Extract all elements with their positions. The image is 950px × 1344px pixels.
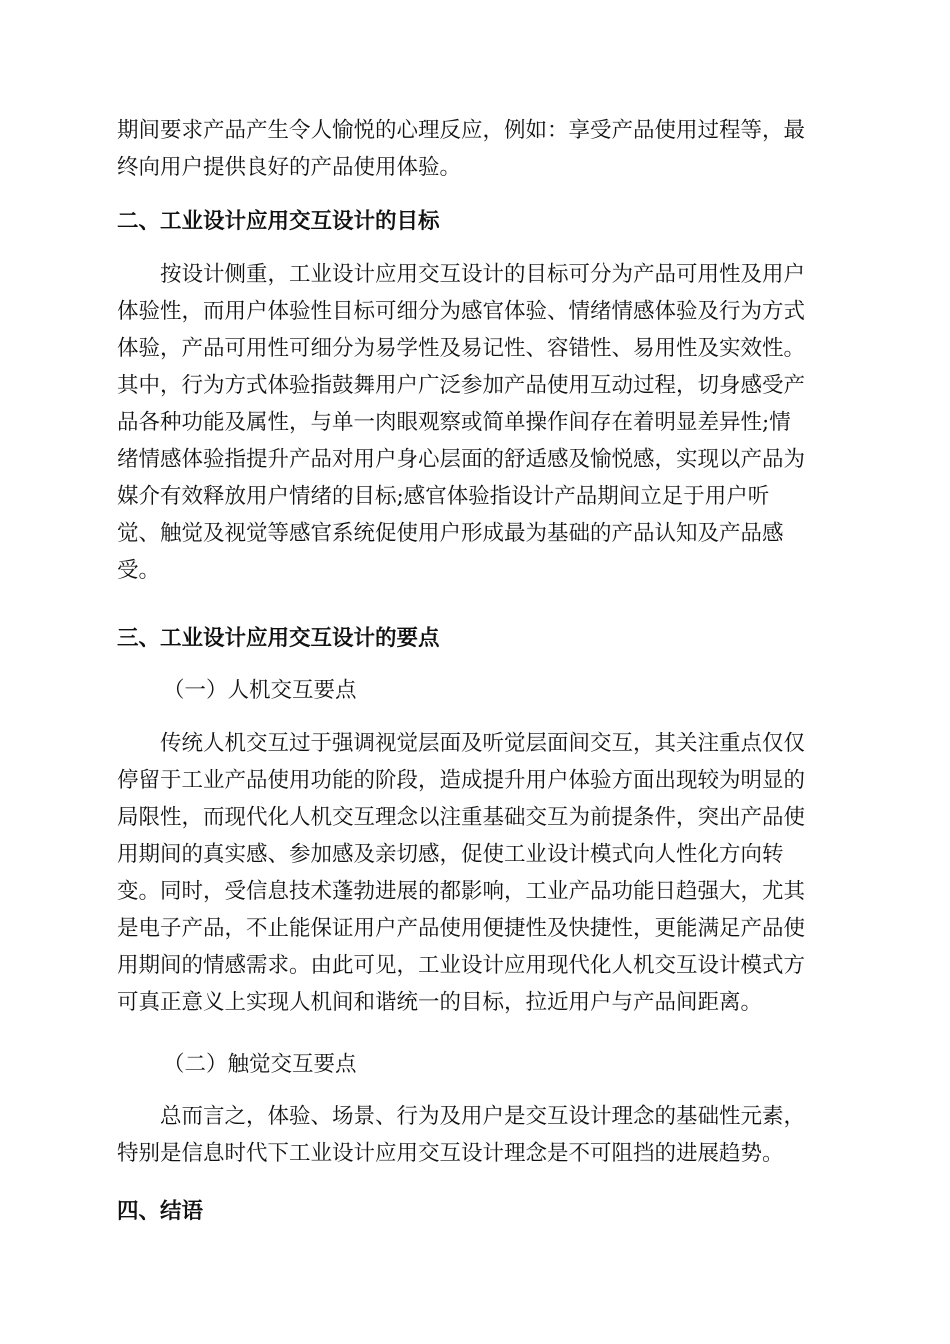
touch-paragraph [117, 1098, 833, 1172]
section-heading-text: 二、工业设计应用交互设计的目标 [117, 209, 440, 234]
paragraph-line: 可真正意义上实现人机间和谐统一的目标，拉近用户与产品间距离。 [117, 990, 763, 1015]
paragraph-line: 变。同时，受信息技术蓬勃进展的都影响，工业产品功能日趋强大，尤其 [117, 879, 806, 904]
paragraph-line: 绪情感体验指提升产品对用户身心层面的舒适感及愉悦感，实现以产品为 [117, 447, 806, 472]
subsection-heading-hci [117, 672, 879, 709]
paragraph-line: 局限性，而现代化人机交互理念以注重基础交互为前提条件，突出产品使 [117, 805, 806, 830]
paragraph-line: 期间要求产品产生令人愉悦的心理反应，例如：享受产品使用过程等，最 [117, 118, 806, 143]
hci-paragraph [117, 725, 833, 1021]
section-heading-text: 三、工业设计应用交互设计的要点 [117, 626, 440, 651]
section-heading-key-points [117, 620, 833, 657]
subsection-heading-touch [117, 1046, 879, 1083]
paragraph-line: 用期间的情感需求。由此可见，工业设计应用现代化人机交互设计模式方 [117, 953, 806, 978]
paragraph-line: 停留于工业产品使用功能的阶段，造成提升用户体验方面出现较为明显的 [117, 768, 806, 793]
paragraph-line: 是电子产品，不止能保证用户产品使用便捷性及快捷性，更能满足产品使 [117, 916, 806, 941]
paragraph-line: 总而言之，体验、场景、行为及用户是交互设计理念的基础性元素， [160, 1104, 806, 1129]
paragraph-line: 体验，产品可用性可细分为易学性及易记性、容错性、易用性及实效性。 [117, 336, 806, 361]
paragraph-line: 品各种功能及属性，与单一肉眼观察或简单操作间存在着明显差异性;情 [117, 410, 791, 435]
section-heading-goals [117, 203, 833, 240]
paragraph-line: 媒介有效释放用户情绪的目标;感官体验指设计产品期间立足于用户听 [117, 484, 770, 509]
paragraph-line: 按设计侧重，工业设计应用交互设计的目标可分为产品可用性及用户 [160, 262, 806, 287]
intro-paragraph [117, 112, 833, 186]
subsection-heading-text: （二）触觉交互要点 [163, 1052, 357, 1077]
paragraph-line: 传统人机交互过于强调视觉层面及听觉层面间交互，其关注重点仅仅 [160, 731, 806, 756]
paragraph-line: 用期间的真实感、参加感及亲切感，促使工业设计模式向人性化方向转 [117, 842, 784, 867]
goals-paragraph [117, 256, 833, 589]
paragraph-line: 觉、触觉及视觉等感官系统促使用户形成最为基础的产品认知及产品感 [117, 521, 784, 546]
paragraph-line: 终向用户提供良好的产品使用体验。 [117, 155, 462, 180]
subsection-heading-text: （一）人机交互要点 [163, 678, 357, 703]
paragraph-line: 体验性，而用户体验性目标可细分为感官体验、情绪情感体验及行为方式 [117, 299, 806, 324]
paragraph-line: 特别是信息时代下工业设计应用交互设计理念是不可阻挡的进展趋势。 [117, 1141, 784, 1166]
paragraph-line: 受。 [117, 558, 161, 583]
section-heading-conclusion [117, 1193, 833, 1230]
section-heading-text: 四、结语 [117, 1199, 204, 1224]
paragraph-line: 其中，行为方式体验指鼓舞用户广泛参加产品使用互动过程，切身感受产 [117, 373, 806, 398]
